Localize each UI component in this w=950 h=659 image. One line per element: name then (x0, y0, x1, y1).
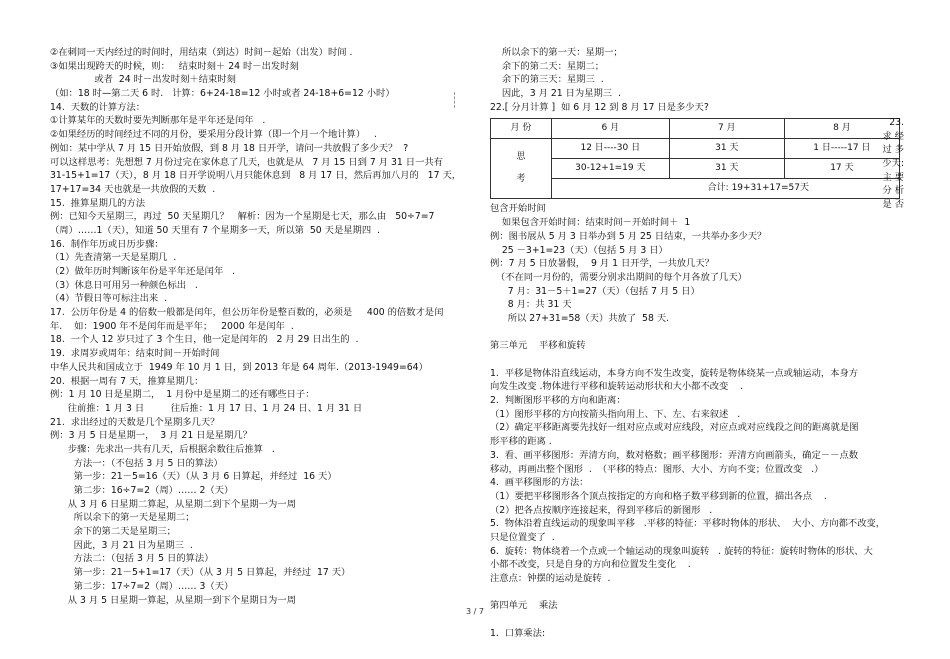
text-line: 向发生改变 .物体进行平移和旋转运动形状和大小都不改变 . (490, 381, 744, 393)
text-line: 注意点：钟摆的运动是旋转 . (490, 573, 611, 584)
text-line: 例：7 月 5 日放暑假， 9 月 1 日开学，一共放几天？ (490, 258, 714, 270)
table-cell: 17 天 (784, 159, 899, 179)
text-line: 因此，3 月 21 日为星期三 . (50, 539, 193, 551)
text-line (490, 586, 900, 600)
text-line: 4. 画平移图形的方法： (490, 477, 589, 489)
text-line: （2）确定平移距离要先找好一组对应点或对应线段，对应点或对应线段之间的距离就是图 (490, 422, 859, 434)
text-line: （1）图形平移的方向按箭头指向用上、下、左、右来叙述 . (490, 408, 741, 420)
table-header-june: 6 月 (551, 119, 669, 139)
text-line: 17+17=34 天也就是一共放假的天数 . (50, 183, 216, 195)
text-line (490, 353, 900, 367)
text-line: 余下的第二天是星期三； (50, 526, 176, 538)
divider-mark (454, 92, 455, 108)
text-line: 方法一：（不包括 3 月 5 日的算法） (50, 457, 223, 469)
text-line: 只是位置变了 . (490, 531, 555, 543)
text-line: 14. 天数的计算方法： (50, 101, 146, 113)
text-line: 例：1 月 10 日是星期二， 1 月份中是星期二的还有哪些日子： (50, 389, 315, 401)
text-line: ②在刺同一天内经过的时间时，用结束（到达）时间－起始（出发）时间 . (50, 47, 353, 58)
table-cell: 31 天 (669, 139, 784, 159)
text-line: 例：图书展从 5 月 3 日举办到 5 月 25 日结束，一共举办多少天？ (490, 230, 767, 242)
text-line: 年. 如：1900 年不是闰年而是平年； 2000 年是闰年 . (50, 320, 294, 332)
text-line: 17. 公历年份是 4 的倍数一般都是闰年，但公历年份是整百数的，必须是 400 的倍数才是闰 (50, 307, 444, 319)
text-line: （如：18 时—第二天 6 时. 计算：6+24-18=12 小时或者 24-18+6=12 小时） (50, 88, 395, 100)
text-line: 5. 物体沿着直线运动的现象叫平移 .平移的特征：平移时物体的形状、 大小、方向都不改变， (490, 518, 886, 530)
text-line: 余下的第二天：星期二； (490, 60, 605, 72)
table-header-august: 8 月 (784, 119, 899, 139)
text-line: 6. 旋转：物体绕着一个点或一个轴运动的现象叫旋转 . 旋转的特征：旋转时物体的形状、大 (490, 545, 873, 557)
text-line: 步骤：先求出一共有几天，后根据余数往后推算 . (50, 443, 275, 455)
side-note-line: 分 析 (882, 185, 904, 197)
text-line: 形平移的距离 . (490, 436, 552, 448)
text-line: 移动，再画出整个图形 . （平移的特点：图形、大小、方向不变；位置改变 .） (490, 463, 824, 475)
text-line: 3. 看、画平移图形：弄清方向，数对格数；画平移图形：弄清方向画箭头，确定－－点数 (490, 449, 859, 461)
table-cell: 31 天 (669, 159, 784, 179)
text-line: 第二步：17÷7=2（周）…… 3（天） (50, 580, 234, 592)
side-note-line: 少天: (882, 158, 904, 170)
text-line: 7 月：31－5＋1=27（天）（包括 7 月 5 日） (490, 285, 700, 297)
text-line: 8 月：共 31 天 (490, 299, 572, 311)
text-line: 例如：某中学从 7 月 15 日开始放假，到 8 月 18 日开学，请问一共放假了多少天？ ? (50, 142, 409, 154)
right-column (490, 46, 900, 640)
table-cell: 30-12+1=19 天 (551, 159, 669, 179)
text-line: 小都不改变，只是自身的方向和位置发生变化 . (490, 559, 691, 571)
text-line: （2）把各点按顺序连接起来，得到平移后的新图形 . (490, 504, 713, 516)
table-total: 合计: 19+31+17=57天 (551, 179, 899, 199)
text-line: 21. 求出经过的天数是几个星期多几天？ (50, 416, 220, 428)
text-line: 16. 制作年历或日历步骤： (50, 238, 164, 250)
text-line: 20. 根据一周有 7 天，推算星期几： (50, 375, 204, 387)
text-line: （3）休息日可用另一种颜色标出 . (50, 279, 198, 291)
text-line: 25 －3+1=23（天）（包括 5 月 3 日） (490, 244, 668, 256)
text-line: 第四单元 乘法 (490, 600, 558, 612)
text-line: ①计算某年的天数时要先判断那年是平年还是闰年 . (50, 115, 266, 127)
text-line: （1）先查清第一天是星期几 . (50, 252, 177, 264)
text-line: 余下的第三天：星期三 . (490, 74, 604, 86)
text-line: ②如果经历的时间经过不同的月份，要采用分段计算（即一个月一个地计算） . (50, 129, 377, 141)
text-line: 第一步：21－5+1=17（天）（从 3 月 5 日算起，并经过 17 天） (50, 567, 351, 579)
text-line: （周）……1（天），知道 50 天里有 7 个星期多一天，所以第 50 天是星期四 . (50, 224, 381, 236)
text-line: 或者 24 时－出发时刻＋结束时刻 (50, 74, 236, 86)
text-line: 方法二：（包括 3 月 5 日的算法） (50, 553, 214, 565)
text-line: 2. 判断图形平移的方向和距离： (490, 395, 626, 407)
text-line: 1. 平移是物体沿直线运动，本身方向不发生改变，旋转是物体绕某一点或轴运动，本身方 (490, 367, 859, 379)
text-line: 所以 27+31=58（天）共放了 58 天. (490, 312, 670, 324)
text-line: 第一步：21－5=16（天）（从 3 月 6 日算起，并经过 16 天） (50, 471, 337, 483)
text-line: 19. 求周岁或周年：结束时间－开始时间 (50, 348, 220, 360)
text-line: 因此，3 月 21 日为星期三 . (490, 88, 621, 100)
text-line: 第三单元 平移和旋转 (490, 340, 586, 352)
table-header-july: 7 月 (669, 119, 784, 139)
text-line: ③如果出现跨天的时候，则： 结束时刻＋ 24 时－出发时刻 (50, 60, 299, 72)
days-table (490, 118, 900, 199)
page-number: 3 / 7 (466, 607, 484, 616)
text-line: 22.[ 分月计算 ] 如 6 月 12 到 8 月 17 日是多少天? (490, 101, 709, 113)
text-line: （1）要把平移图形各个顶点按指定的方向和格子数平移到新的位置，描出各点 . (490, 490, 827, 502)
text-line: （4）节假日等可标注出来 . (50, 293, 168, 305)
text-line: 可以这样思考：先想想 7 月份过完在家休息了几天，也就是从 7 月 15 日到 7 月 31 日一共有 (50, 156, 443, 168)
text-line: 中华人民共和国成立于 1949 年 10 月 1 日，到 2013 年是 64 周年.（2013-1949=64） (50, 361, 428, 373)
side-note-line: 主 要 (882, 171, 904, 183)
table-cell: 1 日-----17 日 (784, 139, 899, 159)
text-line: 往前推：1 月 3 日 往后推：1 月 17 日、1 月 24 日、1 月 31 日 (50, 402, 363, 414)
side-note-line: 23. (889, 117, 904, 128)
text-line: 从 3 月 6 日星期二算起，从星期二到下个星期一为一周 (50, 498, 296, 510)
text-line: 所以余下的第一天：星期一； (490, 47, 623, 58)
side-note-line: 过 多 (882, 144, 904, 156)
text-line: 31-15+1=17（天），8 月 18 日开学说明八月只能休息到 8 月 17 日，然后再加八月的 17 天， (50, 170, 462, 182)
text-line (490, 326, 900, 340)
table-header-month: 月 份 (491, 119, 552, 139)
text-line: （2）做年历时判断该年份是平年还是闰年 . (50, 266, 236, 277)
table-think-label: 思 考 (491, 139, 552, 199)
text-line: 例：已知今天星期三，再过 50 天星期几？ 解析：因为一个星期是七天，那么由 50÷7=7 (50, 211, 435, 223)
table-cell: 12 日----30 日 (551, 139, 669, 159)
side-note-line: 求 经 (882, 130, 904, 142)
side-note-line: 是 否 (882, 199, 904, 211)
side-note (866, 115, 904, 211)
text-line: 18. 一个人 12 岁只过了 3 个生日，他一定是闰年的 2 月 29 日出生的 . (50, 334, 359, 346)
text-line: 1. 口算乘法: (490, 627, 546, 639)
text-line: 从 3 月 5 日星期一算起，从星期一到下个星期日为一周 (50, 594, 296, 606)
text-line: （不在同一月份的，需要分别求出期间的每个月各放了几天） (490, 271, 747, 283)
left-column (50, 46, 468, 607)
text-line: 第二步：16÷7=2（周）…… 2（天） (50, 485, 234, 496)
text-line: 例：3 月 5 日是星期一， 3 月 21 日是星期几？ (50, 430, 252, 442)
text-line: 所以余下的第一天是星期二； (50, 512, 195, 524)
text-line: 15. 推算星期几的方法 (50, 197, 146, 209)
text-line: 如果包含开始时间：结束时间－开始时间＋ 1 (490, 217, 691, 229)
text-line: 包含开始时间 (490, 203, 546, 215)
